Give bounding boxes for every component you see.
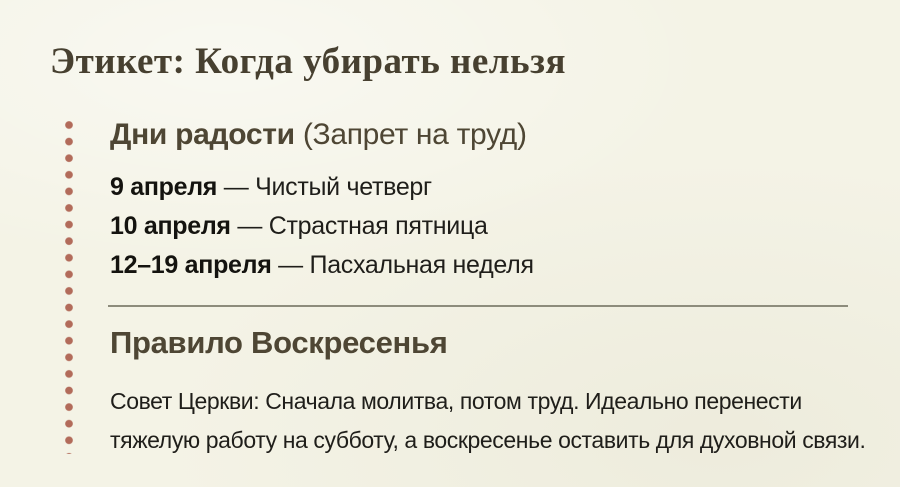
sunday-rule-heading: Правило Воскресенья bbox=[110, 325, 448, 360]
list-item-date: 9 апреля bbox=[110, 173, 218, 201]
page-title: Этикет: Когда убирать нельзя bbox=[50, 41, 566, 82]
dotted-line-decoration bbox=[65, 121, 73, 454]
joy-days-heading-note: (Запрет на труд) bbox=[302, 118, 527, 151]
list-item-date: 12–19 апреля bbox=[110, 251, 272, 279]
joy-days-list bbox=[110, 168, 534, 285]
sunday-rule-line-1: Совет Церкви: Сначала молитва, потом труд. Идеально перенести bbox=[110, 388, 802, 414]
joy-days-heading-title: Дни радости bbox=[110, 118, 295, 151]
list-item-dash: — bbox=[237, 212, 263, 240]
list-item-event: Чистый четверг bbox=[255, 173, 432, 201]
list-item-dash: — bbox=[278, 251, 303, 279]
list-item bbox=[110, 246, 534, 285]
list-item-event: Страстная пятница bbox=[268, 212, 488, 240]
sunday-rule-text bbox=[110, 382, 870, 460]
list-item-event: Пасхальная неделя bbox=[309, 251, 534, 279]
sunday-rule-line-2: тяжелую работу на субботу, а воскресенье оставить для духовной связи. bbox=[110, 427, 866, 453]
list-item-dash: — bbox=[223, 173, 249, 201]
list-item bbox=[110, 168, 534, 207]
list-item bbox=[110, 207, 534, 246]
joy-days-heading bbox=[110, 115, 527, 155]
list-item-date: 10 апреля bbox=[110, 212, 231, 240]
section-divider bbox=[108, 305, 848, 307]
